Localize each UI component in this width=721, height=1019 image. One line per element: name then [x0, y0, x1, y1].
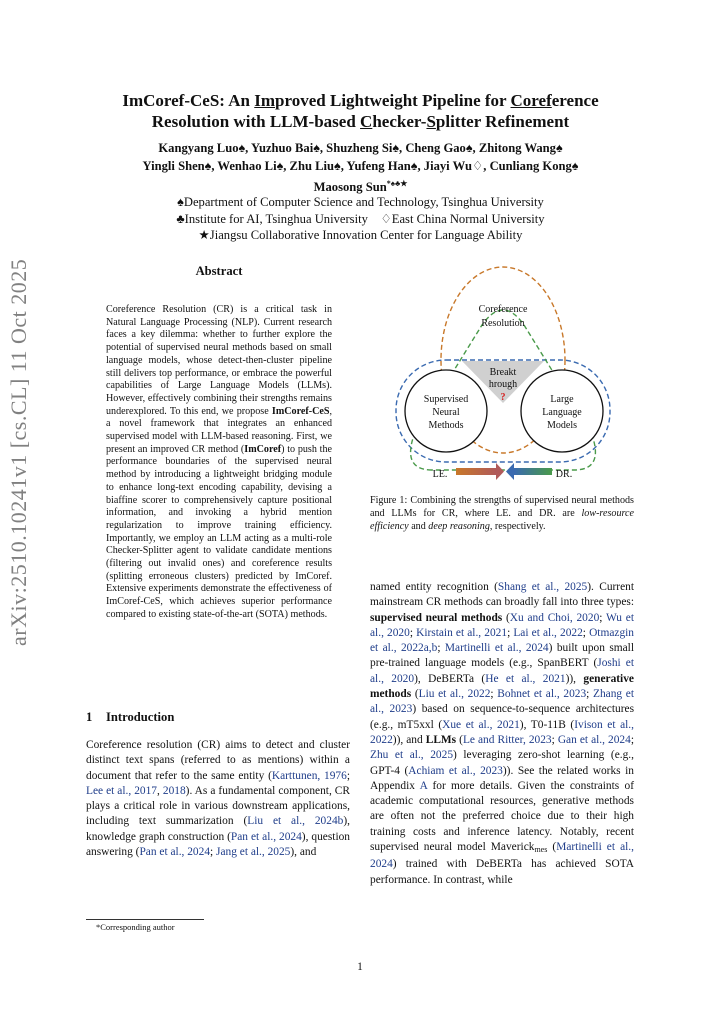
footnote-rule	[86, 919, 204, 920]
citation-link[interactable]: Lai et al., 2022	[513, 626, 583, 639]
citation-link[interactable]: 2018	[162, 784, 186, 797]
citation-link[interactable]: Shang et al., 2025	[497, 581, 588, 593]
abstract-body: Coreference Resolution (CR) is a critical task in Natural Language Processing (NLP). Current research faces a key dilemma: whether to further explore the potential of supervised neural methods based on small language models, whose detect-then-cluster pipeline still delivers top performance, or embrace the powerful capabilities of Large Language Models (LLMs). However, effectively combining their strengths remains underexplored. To this end, we propose ImCoref-CeS, a novel framework that integrates an enhanced supervised model with LLM-based reasoning. First, we present an improved CR method (ImCoref) to push the performance boundaries of the supervised neural method by introducing a lightweight bridging module to enhance long-text encoding capability, devising a biaffine scorer to comprehensively capture positional information, and invoking a hybrid mention regularization to improve training efficiency. Importantly, we employ an LLM acting as a multi-role Checker-Splitter agent to validate candidate mentions (filtering out invalid ones) and coreference results (splitting erroneous clusters) predicted by ImCoref. Extensive experiments demonstrate the effectiveness of ImCoref-CeS, which achieves superior performance compared to existing state-of-the-art (SOTA) methods.	[106, 304, 332, 620]
citation-link[interactable]: Jang et al., 2025	[216, 846, 291, 859]
right-column-paragraph: named entity recognition (Shang et al., 2025). Current mainstream CR methods can broadly fall into three types: supervised neural methods (Xu and Choi, 2020; Wu et al., 2020; Kirstain et al., 2021; Lai et al., 2022; Otmazgin et al., 2022a,b; Martinelli et al., 2024) built upon small pre-trained language models (e.g., SpanBERT (Joshi et al., 2020), DeBERTa (He et al., 2021)), generative methods (Liu et al., 2022; Bohnet et al., 2023; Zhang et al., 2023) based on sequence-to-sequence architectures (e.g., mT5xxl (Xue et al., 2021), T0-11B (Ivison et al., 2022)), and LLMs (Le and Ritter, 2023; Gan et al., 2024; Zhu et al., 2025) leveraging zero-shot learning (e.g., GPT-4 (Achiam et al., 2023)). See the related works in Appendix A for more details. Given the constraints of academic computational resources, generative methods are often not the preferred choice due to their high training costs and inference latency. Notably, recent supervised neural model Maverick$_{mes}$ (Martinelli et al., 2024) trained with DeBERTa has achieved SOTA performance. In contrast, while	[370, 581, 635, 886]
top-label-1: Coreference	[478, 304, 528, 315]
venn-diagram	[392, 265, 622, 487]
right-arrow	[506, 463, 552, 480]
citation-link[interactable]: Xue et al., 2021	[442, 718, 520, 731]
affiliations: ♠Department of Computer Science and Technology, Tsinghua University ♣Institute for AI, Tsinghua University ♢East China Normal University ★Jiangsu Collaborative Innovation Center for Language Ability	[176, 195, 545, 242]
right-label-1: Large	[550, 394, 574, 405]
citation-link[interactable]: Lee et al., 2017	[86, 784, 158, 797]
citation-link[interactable]: Gan et al., 2024	[557, 733, 631, 746]
citation-link[interactable]: Joshi et al., 2020	[370, 657, 634, 685]
right-label-3: Models	[547, 420, 577, 431]
center-label-2: hrough	[488, 379, 518, 390]
abstract-heading: Abstract	[195, 264, 243, 278]
citation-link[interactable]: Pan et al., 2024	[139, 846, 211, 859]
citation-link[interactable]: Zhang et al., 2023	[370, 688, 635, 716]
appendix-link[interactable]: A	[419, 779, 428, 792]
left-label-3: Methods	[428, 420, 464, 431]
footnote: *Corresponding author	[96, 922, 175, 932]
left-label-2: Neural	[432, 407, 460, 418]
arrow-right-label: DR.	[555, 469, 573, 480]
intro-paragraph: Coreference resolution (CR) aims to detect and cluster distinct text spans (referred to as mentions) within a document that refer to the same entity (Karttunen, 1976; Lee et al., 2017, 2018). As a fundamental component, CR plays a critical role in various downstream applications, including text summarization (Liu et al., 2024b), knowledge graph construction (Pan et al., 2024), question answering (Pan et al., 2024; Jang et al., 2025), and	[86, 739, 350, 859]
citation-link[interactable]: Karttunen, 1976	[271, 769, 347, 782]
citation-link[interactable]: Liu et al., 2024b	[247, 815, 344, 828]
citation-link[interactable]: Zhu et al., 2025	[370, 749, 454, 762]
citation-link[interactable]: Wu et al., 2020	[370, 611, 634, 639]
right-label-2: Language	[542, 407, 582, 418]
page-number: 1	[357, 961, 363, 973]
left-label-1: Supervised	[423, 394, 469, 405]
citation-link[interactable]: Martinelli et al., 2024	[444, 642, 549, 655]
citation-link[interactable]: Martinelli et al., 2024	[370, 841, 634, 871]
citation-link[interactable]: Pan et al., 2024	[230, 830, 302, 843]
arxiv-identifier: arXiv:2510.10241v1 [cs.CL] 11 Oct 2025	[6, 258, 31, 646]
center-question-mark: ?	[500, 392, 506, 403]
citation-link[interactable]: Achiam et al., 2023	[408, 764, 503, 777]
left-arrow	[456, 463, 504, 480]
citation-link[interactable]: Kirstain et al., 2021	[416, 626, 508, 639]
arrow-left-label: LE.	[432, 469, 448, 480]
center-label-1: Breakt	[489, 367, 517, 378]
top-label-2: Resolution	[481, 318, 525, 329]
citation-link[interactable]: He et al., 2021	[485, 672, 566, 685]
figure-1	[392, 265, 622, 492]
section-heading: 1 Introduction	[86, 710, 175, 724]
citation-link[interactable]: Otmazgin et al., 2022a,b	[370, 626, 634, 655]
author-list: Kangyang Luo♠, Yuzhuo Bai♠, Shuzheng Si♠, Cheng Gao♠, Zhitong Wang♠ Yingli Shen♠, Wenhao Li♠, Zhu Liu♠, Yufeng Han♠, Jiayi Wu♢, Cunliang Kong♠ Maosong Sun*♠♣★	[142, 141, 579, 194]
citation-link[interactable]: Liu et al., 2022	[418, 688, 491, 701]
citation-link[interactable]: Xu and Choi, 2020	[509, 611, 600, 624]
citation-link[interactable]: Bohnet et al., 2023	[497, 688, 587, 701]
paper-title: ImCoref-CeS: An Improved Lightweight Pipeline for Coreference Resolution with LLM-based Checker-Splitter Refinement	[122, 91, 599, 131]
citation-link[interactable]: Ivison et al., 2022	[370, 718, 634, 746]
citation-link[interactable]: Le and Ritter, 2023	[462, 733, 552, 746]
figure-caption: Figure 1: Combining the strengths of supervised neural methods and LLMs for CR, where LE. and DR. are low-resource efficiency and deep reasoning, respectively.	[370, 495, 634, 532]
